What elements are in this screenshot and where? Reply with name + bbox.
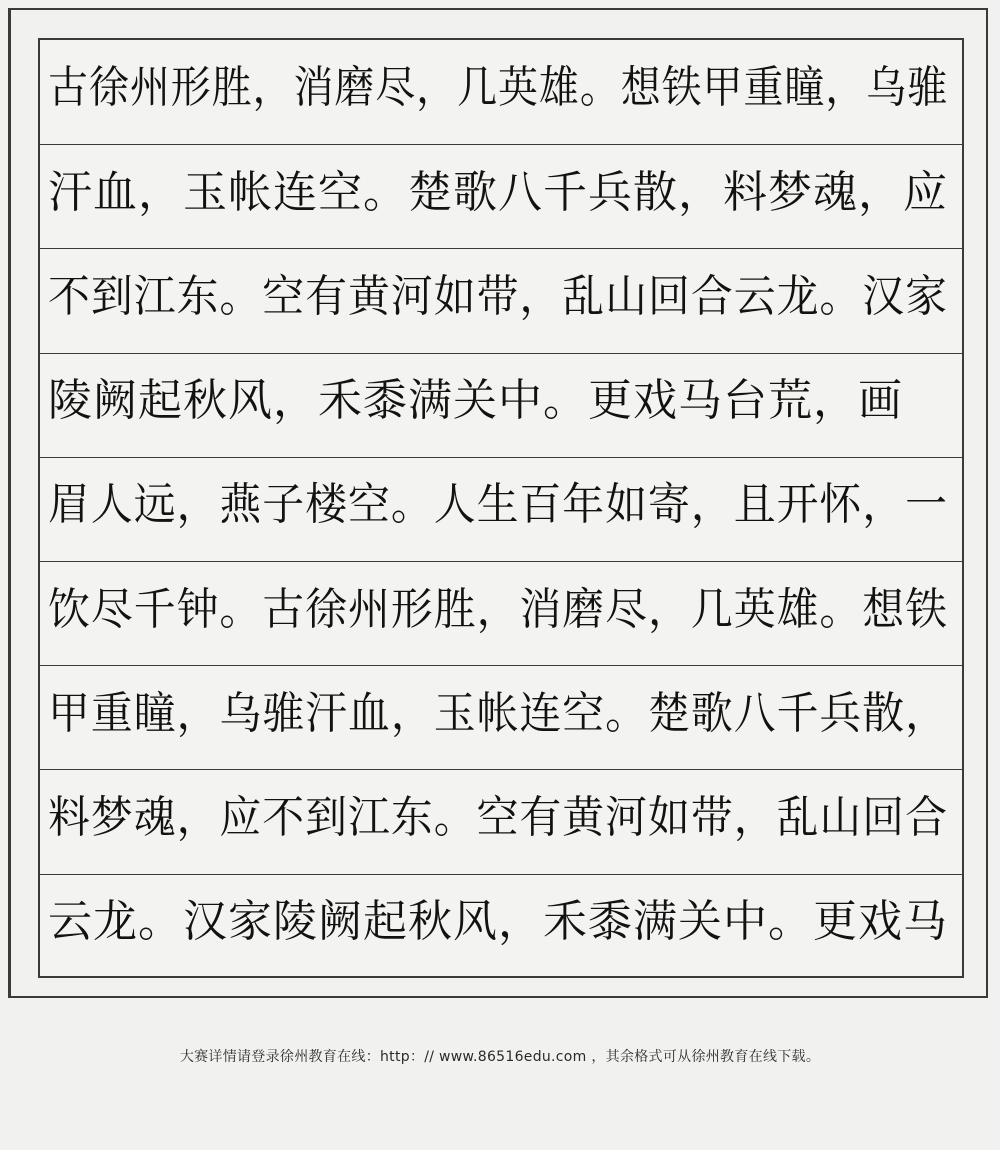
calligraphy-line-4: 陵阙起秋风，禾黍满关中。更戏马台荒，画: [48, 375, 903, 427]
calligraphy-line-5: 眉人远，燕子楼空。人生百年如寄，且开怀，一: [48, 479, 948, 531]
calligraphy-line-8: 料梦魂，应不到江东。空有黄河如带，乱山回合: [48, 791, 948, 843]
grid-row-2: [40, 144, 962, 248]
calligraphy-line-6: 饮尽千钟。古徐州形胜，消磨尽，几英雄。想铁: [48, 583, 948, 635]
writing-grid: [38, 38, 964, 978]
grid-row-8: [40, 769, 962, 873]
grid-row-5: [40, 457, 962, 561]
calligraphy-line-1: 古徐州形胜，消磨尽，几英雄。想铁甲重瞳，乌骓: [48, 62, 948, 114]
grid-row-7: [40, 665, 962, 769]
calligraphy-line-3: 不到江东。空有黄河如带，乱山回合云龙。汉家: [48, 270, 948, 322]
grid-row-1: [40, 40, 962, 144]
grid-row-4: [40, 353, 962, 457]
calligraphy-line-2: 汗血，玉帐连空。楚歌八千兵散，料梦魂，应: [48, 166, 948, 218]
footer-note: 大赛详情请登录徐州教育在线：http：// www.86516edu.com ，其余格式可从徐州教育在线下载。: [179, 1049, 821, 1065]
grid-row-3: [40, 248, 962, 352]
grid-row-9: [40, 874, 962, 978]
grid-row-6: [40, 561, 962, 665]
calligraphy-line-9: 云龙。汉家陵阙起秋风，禾黍满关中。更戏马: [48, 896, 948, 948]
calligraphy-line-7: 甲重瞳，乌骓汗血，玉帐连空。楚歌八千兵散，: [48, 687, 948, 739]
